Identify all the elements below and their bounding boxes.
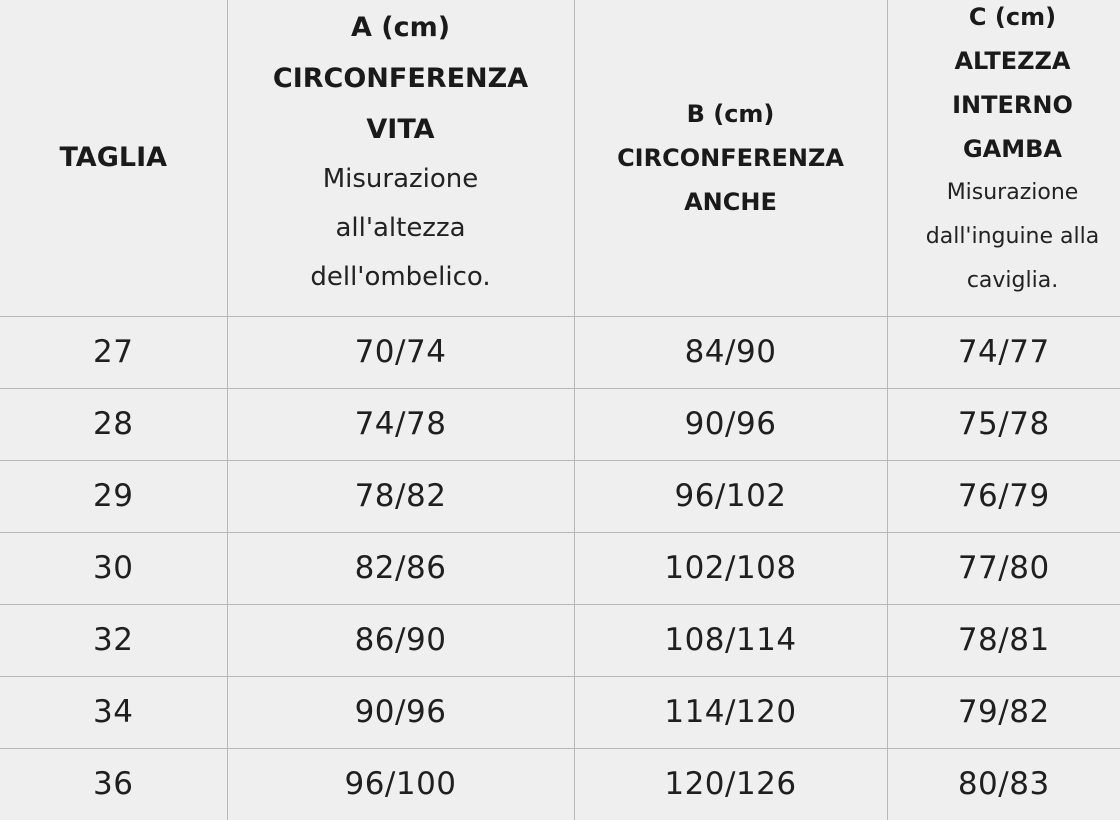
header-inseam-code: C (cm) <box>897 0 1120 39</box>
cell-inseam: 76/79 <box>887 460 1120 532</box>
table-row <box>0 532 1120 604</box>
table-row <box>0 748 1120 820</box>
cell-inseam: 77/80 <box>887 532 1120 604</box>
cell-size: 30 <box>0 532 227 604</box>
cell-inseam: 78/81 <box>887 604 1120 676</box>
table-row <box>0 460 1120 532</box>
cell-size: 34 <box>0 676 227 748</box>
header-hips-code: B (cm) <box>575 92 887 136</box>
header-waist-title-line2: VITA <box>228 104 574 155</box>
table-row <box>0 316 1120 388</box>
cell-size: 32 <box>0 604 227 676</box>
cell-waist: 82/86 <box>227 532 574 604</box>
cell-inseam: 74/77 <box>887 316 1120 388</box>
header-waist <box>227 0 574 316</box>
header-hips-title-line2: ANCHE <box>575 180 887 224</box>
table-header-row <box>0 0 1120 316</box>
header-size-label: TAGLIA <box>0 140 227 176</box>
header-waist-note-line2: all'altezza <box>228 204 574 253</box>
cell-hips: 96/102 <box>574 460 887 532</box>
table-row <box>0 604 1120 676</box>
cell-size: 36 <box>0 748 227 820</box>
cell-hips: 90/96 <box>574 388 887 460</box>
cell-waist: 86/90 <box>227 604 574 676</box>
header-inseam-note-line2: dall'inguine alla <box>897 215 1120 259</box>
header-inseam-title-line1: ALTEZZA <box>897 39 1120 83</box>
cell-hips: 120/126 <box>574 748 887 820</box>
cell-inseam: 80/83 <box>887 748 1120 820</box>
header-waist-note-line3: dell'ombelico. <box>228 253 574 302</box>
header-size <box>0 0 227 316</box>
cell-size: 27 <box>0 316 227 388</box>
table-row <box>0 676 1120 748</box>
cell-hips: 84/90 <box>574 316 887 388</box>
cell-hips: 102/108 <box>574 532 887 604</box>
cell-inseam: 79/82 <box>887 676 1120 748</box>
cell-waist: 74/78 <box>227 388 574 460</box>
cell-waist: 78/82 <box>227 460 574 532</box>
header-inseam-note-line1: Misurazione <box>897 171 1120 215</box>
cell-waist: 90/96 <box>227 676 574 748</box>
header-waist-note-line1: Misurazione <box>228 155 574 204</box>
table-row <box>0 388 1120 460</box>
cell-waist: 70/74 <box>227 316 574 388</box>
header-inseam-title-line3: GAMBA <box>897 127 1120 171</box>
header-waist-code: A (cm) <box>228 2 574 53</box>
cell-inseam: 75/78 <box>887 388 1120 460</box>
cell-hips: 114/120 <box>574 676 887 748</box>
header-inseam-note-line3: caviglia. <box>897 259 1120 303</box>
header-hips-title-line1: CIRCONFERENZA <box>575 136 887 180</box>
cell-size: 28 <box>0 388 227 460</box>
cell-waist: 96/100 <box>227 748 574 820</box>
cell-size: 29 <box>0 460 227 532</box>
cell-hips: 108/114 <box>574 604 887 676</box>
header-inseam-title-line2: INTERNO <box>897 83 1120 127</box>
header-waist-title-line1: CIRCONFERENZA <box>228 53 574 104</box>
header-hips <box>574 0 887 316</box>
header-inseam <box>887 0 1120 316</box>
